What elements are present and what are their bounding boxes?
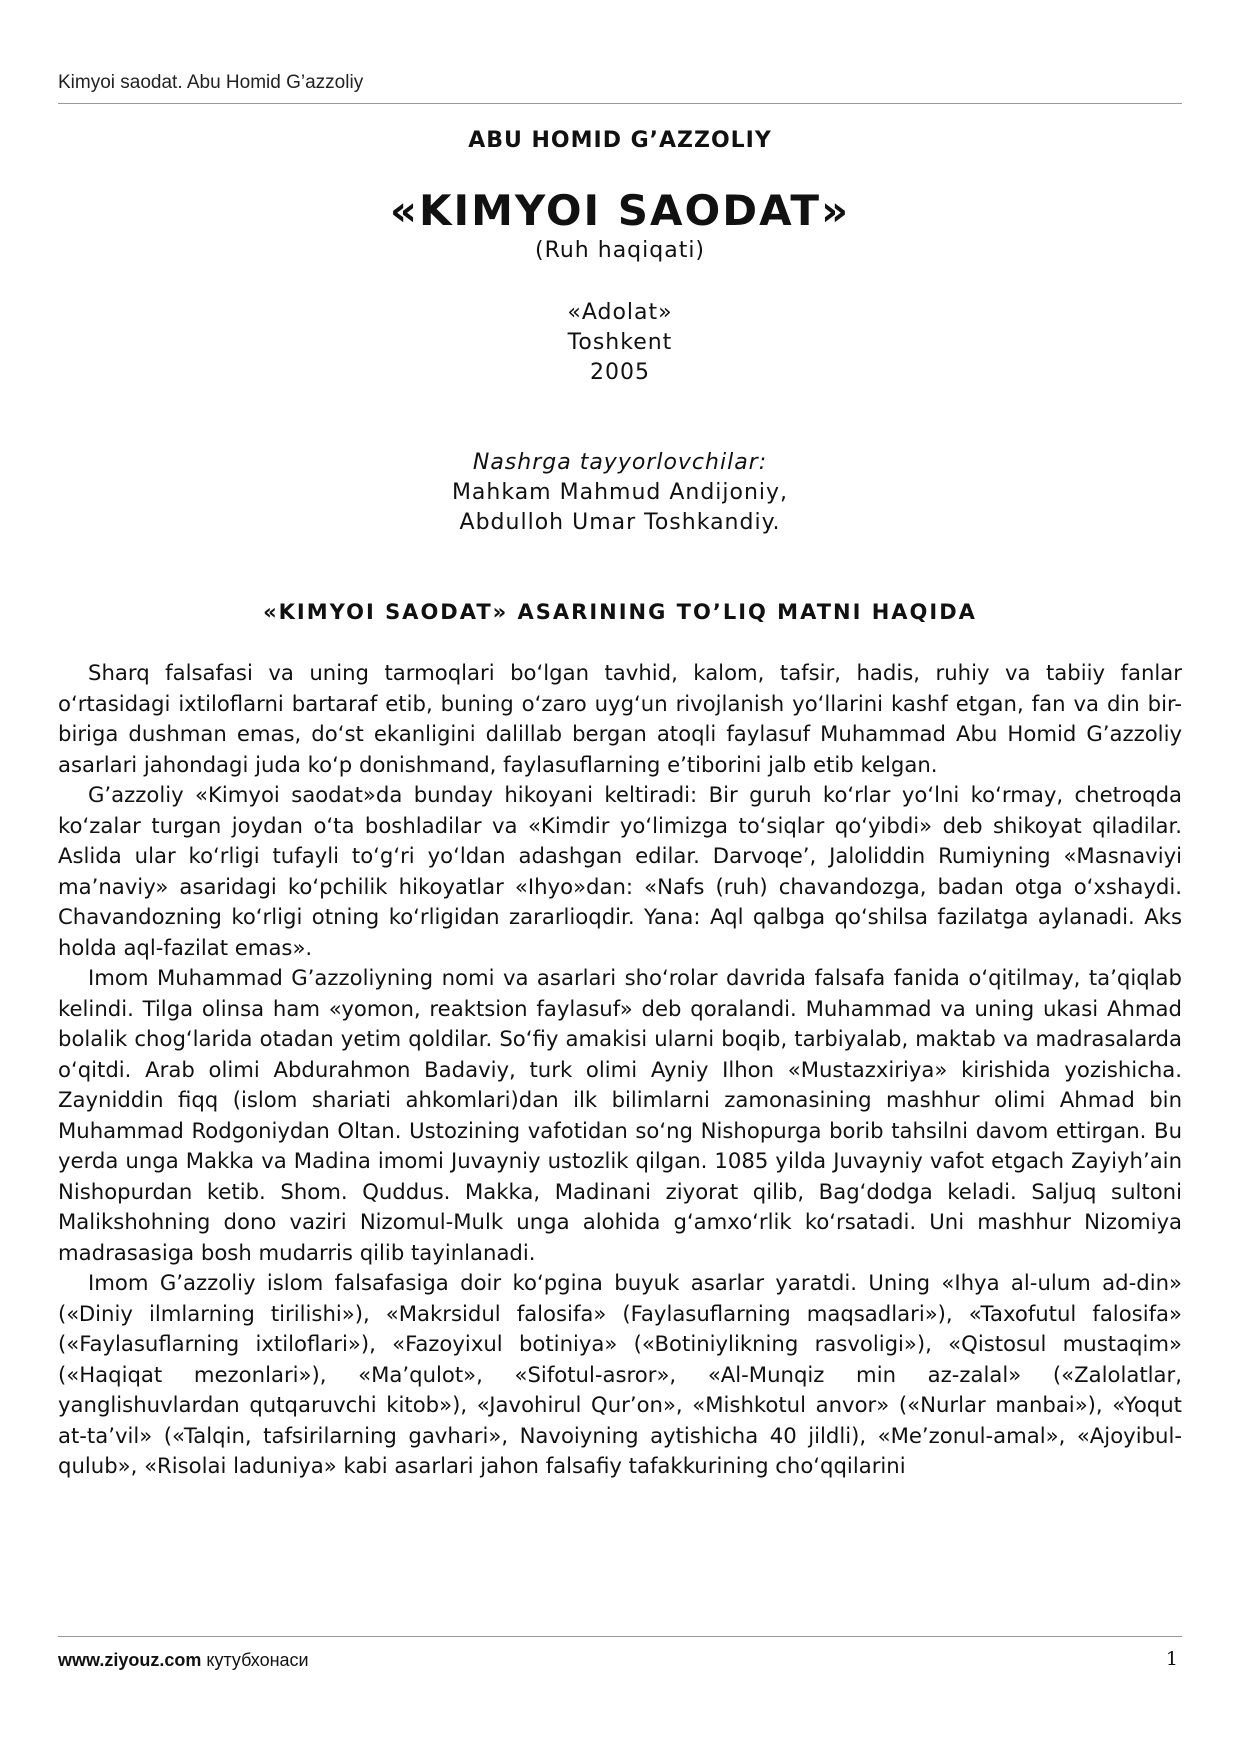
editors-label: Nashrga tayyorlovchilar: [472,450,768,475]
book-subtitle: (Ruh haqiqati) [534,238,706,263]
publisher: «Adolat» [567,300,673,325]
header-divider [58,103,1182,104]
paragraph: G’azzoliy «Kimyoi saodat»da bunday hikoyani keltiradi: Bir guruh ko‘rlar yo‘lni ko‘rmay, chetroqda ko‘zalar turgan joydan o‘ta boshladilar va «Kimdir yo‘limizga to‘siqlar qo‘yibdi» deb shikoyat qiladilar. Aslida ular ko‘rligi tufayli to‘g‘ri yo‘ldan adashgan edilar. Darvoqe’, Jaloliddin Rumiyning «Masnaviyi ma’naviy» asaridagi ko‘pchilik hikoyatlar «Ihyo»dan: «Nafs (ruh) chavandozga, badan otga o‘xshaydi. Chavandozning ko‘rligi otning ko‘rligidan zararlioqdir. Yana: Aql qalbga qo‘shilsa fazilatga aylanadi. Aks holda aql-fazilat emas». [58,782,1182,960]
book-title: «KIMYOI SAODAT» [389,186,851,235]
city: Toshkent [567,330,673,355]
author-name: ABU HOMID G’AZZOLIY [468,128,772,153]
page-number: 1 [1165,1648,1178,1670]
footer-source [58,1650,309,1671]
paragraph: Imom Muhammad G’azzoliyning nomi va asarlari sho‘rolar davrida falsafa fanida o‘qitilmay, ta’qiqlab kelindi. Tilga olinsa ham «yomon, reaktsion faylasuf» deb qoralandi. Muhammad va uning ukasi Ahmad bolalik chog‘larida otadan yetim qoldilar. So‘fiy amakisi ularni boqib, tarbiyalab, maktab va madrasalarda o‘qitdi. Arab olimi Abdurahmon Badaviy, turk olimi Ayniy Ilhon «Mustazxiriya» kirishida yozishicha. Zayniddin fiqq (islom shariati ahkomlari)dan ilk bilimlarni zamonasining mashhur olimi Ahmad bin Muhammad Rodgoniydan Oltan. Ustozining vafotidan so‘ng Nishopurga borib tahsilni davom ettirgan. Bu yerda unga Makka va Madina imomi Juvayniy ustozlik qilgan. 1085 yilda Juvayniy vafot etgach Zayiyh’ain Nishopurdan ketib. Shom. Quddus. Makka, Madinani ziyorat qilib, Bag‘dodga keladi. Saljuq sultoni Malikshohning dono vaziri Nizomul-Mulk unga alohida g‘amxo‘rlik ko‘rsatadi. Uni mashhur Nizomiya madrasasiga bosh mudarris qilib tayinlanadi. [58,965,1182,1265]
publication-info [58,298,1182,388]
running-header: Kimyoi saodat. Abu Homid G’azzoliy [58,72,364,93]
footer-site-link[interactable]: www.ziyouz.com [58,1650,202,1670]
paragraph: Imom G’azzoliy islom falsafasiga doir ko‘pgina buyuk asarlar yaratdi. Uning «Ihya al-ulum ad-din» («Diniy ilmlarning tirilishi»), «Makrsidul falosifa» (Faylasuflarning maqsadlari»), «Taxofutul falosifa» («Faylasuflarning ixtiloflari»), «Fazoyixul botiniya» («Botiniylikning rasvoligi»), «Qistosul mustaqim» («Haqiqat mezonlari»), «Ma’qulot», «Sifotul-asror», «Al-Munqiz min az-zalal» («Zalolatlar, yanglishuvlardan qutqaruvchi kitob»), «Javohirul Qur’on», «Mishkotul anvor» («Nurlar manbai»), «Yoqut at-ta’vil» («Talqin, tafsirilarning gavhari», Navoiyning aytishicha 40 jildli), «Me’zonul-amal», «Ajoyibul-qulub», «Risolai laduniya» kabi asarlari jahon falsafiy tafakkurining cho‘qqilarini [58,1270,1182,1478]
footer-divider [58,1636,1182,1637]
body-text [58,658,1182,1482]
footer-library-label: кутубхонаси [201,1650,309,1670]
editor-name: Mahkam Mahmud Andijoniy, [451,480,789,505]
year: 2005 [590,360,650,385]
paragraph: Sharq falsafasi va uning tarmoqlari bo‘lgan tavhid, kalom, tafsir, hadis, ruhiy va tabiiy fanlar o‘rtasidagi ixtiloflarni bartaraf etib, buning o‘zaro uyg‘un rivojlanish yo‘llarini kashf etgan, fan va din bir-biriga dushman emas, do‘st ekanligini dalillab bergan atoqli faylasuf Muhammad Abu Homid G’azzoliy asarlari jahondagi juda ko‘p donishmand, faylasuflarning e’tiborini jalb etib kelgan. [58,660,1182,777]
editor-name: Abdulloh Umar Toshkandiy. [459,510,781,535]
editors-block [58,448,1182,538]
section-title: «KIMYOI SAODAT» ASARINING TO’LIQ MATNI HAQIDA [263,600,977,624]
